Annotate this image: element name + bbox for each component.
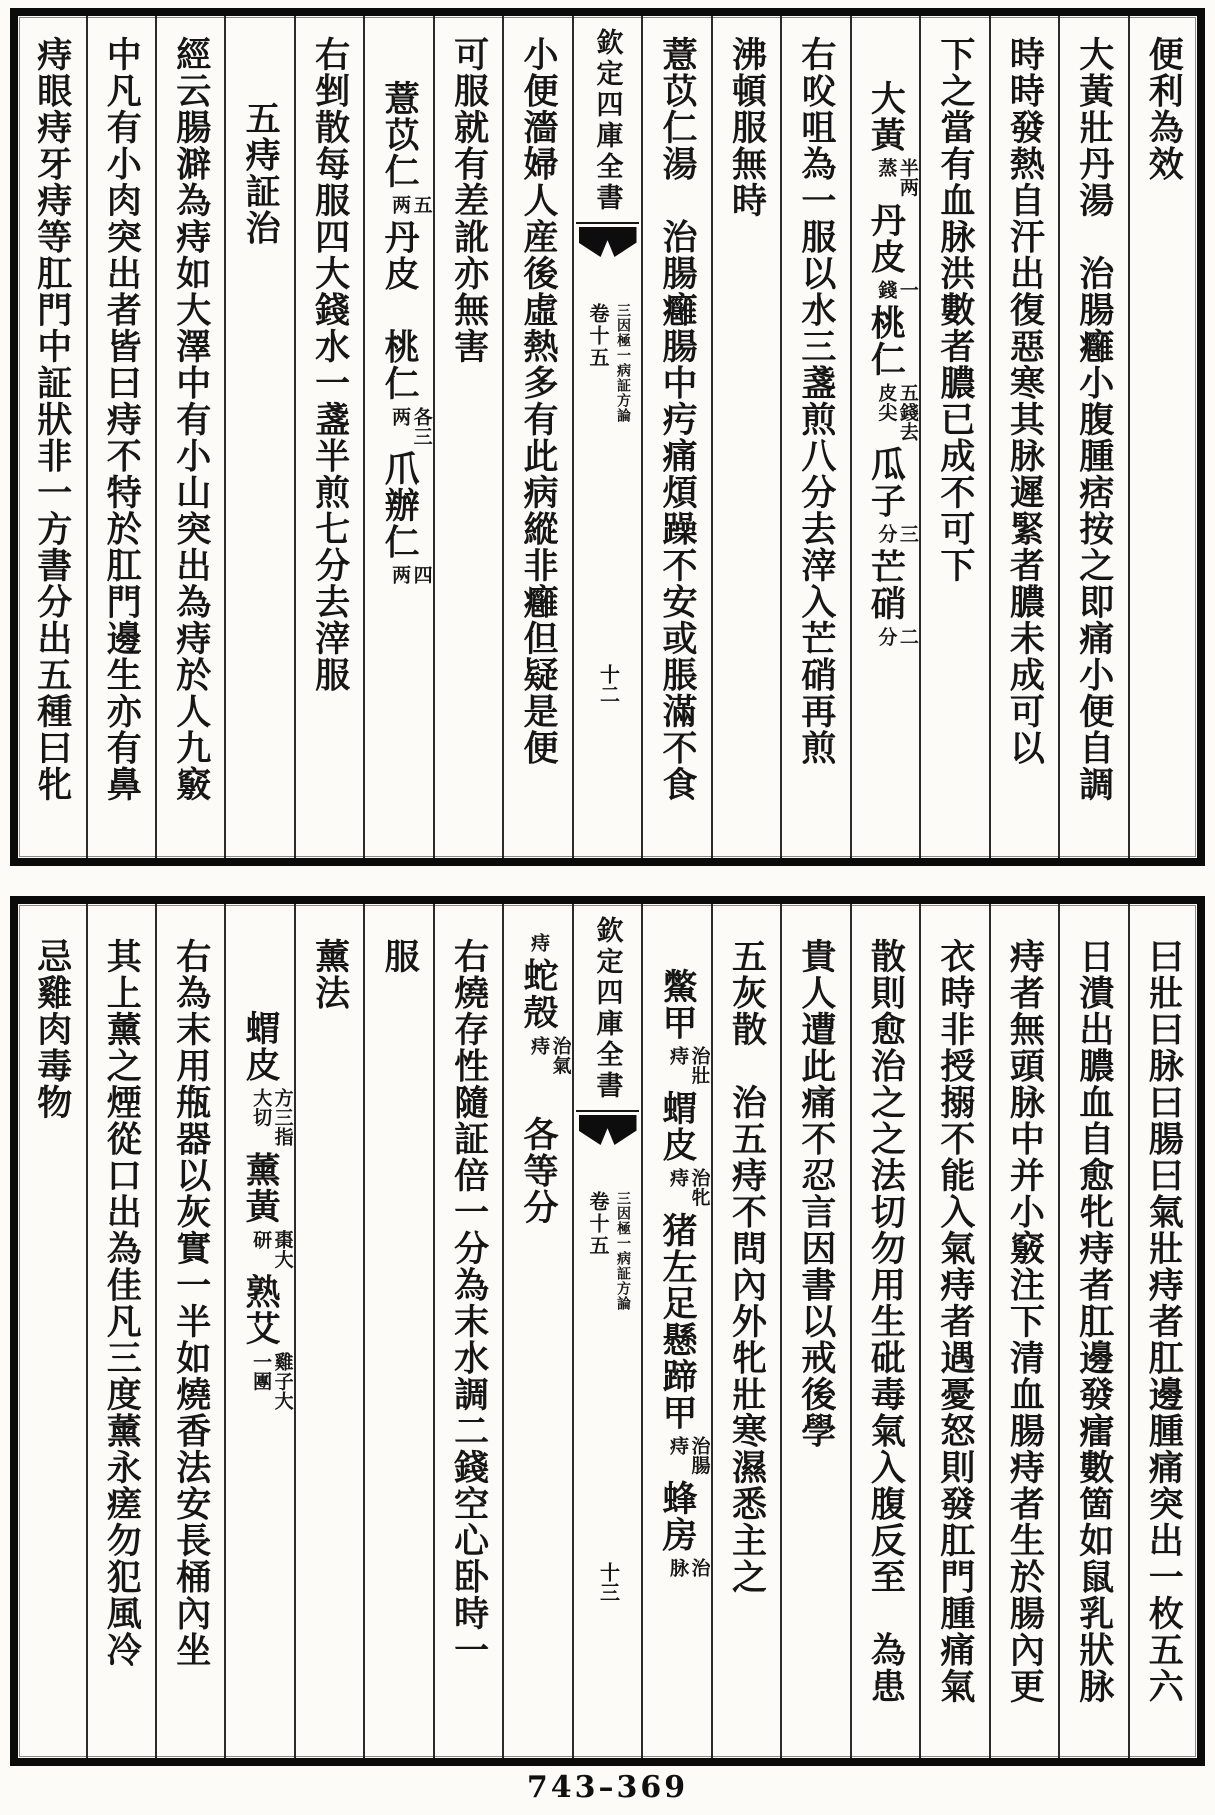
text-column [991,904,1060,1758]
dosage-note: 半两 蒸 [875,158,918,197]
column-text: 便利為效 [1144,36,1184,182]
dosage-note: 四 两 [389,565,432,585]
drug-list-column [643,904,712,1758]
dosage-note: 痔 [528,933,550,953]
text-column [713,904,782,1758]
text-column [782,16,851,858]
text-column [504,16,573,858]
column-text: 痔眼痔牙痔等肛門中証狀非一方書分出五種曰牝 [32,36,72,803]
drug-name: 蝟皮 [241,1010,281,1083]
drug-name: 蛇殻 [519,957,559,1031]
drug-list-column [226,904,295,1758]
spine-volume: 卷十五 [586,303,609,369]
text-column [18,16,87,858]
column-text [227,904,293,1758]
column-text: 時時發熱自汗出復惡寒其脉遲緊者膿未成可以 [1005,36,1045,766]
dosage-note: 治腸 痔 [666,1436,710,1475]
column-text: 右剉散每服四大錢水一盞半煎七分去滓服 [310,36,350,693]
drug-name: 丹皮 桃仁 [380,219,420,402]
spine-column [574,904,643,1758]
drug-name: 鱉甲 [657,968,697,1041]
column-text: 可服就有差訛亦無害 [449,36,489,365]
drug-name: 各等分 [519,1079,559,1226]
drug-name: 大黃 [866,80,906,153]
column-text [505,904,571,1758]
dosage-note: 三 分 [875,524,918,544]
text-column [852,904,921,1758]
column-text: 衣時非授搦不能入氣痔者遇憂怒則發肛門腫痛氣 [935,938,975,1705]
spine-book-title: 三因極一病証方論 [615,1191,631,1311]
dosage-note: 治 脉 [666,1558,710,1578]
spine-book-title: 三因極一病証方論 [615,303,631,423]
dosage-note: 一 錢 [875,280,918,300]
dosage-note: 二 分 [875,626,918,646]
plate-number: 743–369 [526,1770,689,1805]
drug-name: 蝟皮 [657,1090,697,1163]
text-column [157,16,226,858]
fishtail-mark [579,227,637,257]
spine-volume: 卷十五 [586,1191,609,1257]
column-text: 痔者無頭脉中并小竅注下清血腸痔者生於腸內更 [1005,938,1045,1705]
column-text: 其上薰之煙從口出為佳凡三度薰永瘥勿犯風冷 [102,938,142,1668]
spine-column [574,16,643,858]
folio-bottom-block [10,896,1205,1766]
text-column [296,16,365,858]
spine-library-title: 欽定四庫全書 [592,916,623,1102]
column-text: 經云腸澼為痔如大澤中有小山突出為痔於人九竅 [171,36,211,803]
column-text: 散則愈治之之法切勿用生砒毒氣入腹反至 為患 [866,938,906,1705]
text-column [921,904,990,1758]
drug-list-column [365,16,434,858]
column-text: 薏苡仁湯 治腸癰腸中㽲痛煩躁不安或脹滿不食 [657,36,697,803]
spine-page-number: 十二 [596,664,619,705]
drug-name: 熟艾 [241,1273,281,1347]
dosage-note: 五錢去 皮尖 [875,382,918,441]
column-text: 大黃壯丹湯 治腸癰小腹腫痞按之即痛小便自調 [1074,36,1114,803]
column-text [852,16,918,858]
column-text: 五灰散 治五痔不問內外牝壯寒濕悉主之 [727,938,767,1595]
column-text: 右㕮咀為一服以水三盞煎八分去滓入芒硝再煎 [796,36,836,766]
text-column [435,904,504,1758]
section-heading: 五痔証治 [241,100,281,246]
text-column [1060,904,1129,1758]
column-text: 忌雞肉毒物 [32,938,72,1121]
column-text [366,16,432,858]
drug-list-column [852,16,921,858]
column-text: 沸頓服無時 [727,36,767,219]
column-text: 貴人遭此痛不忍言因書以戒後學 [796,938,836,1449]
drug-name: 爪辦仁 [380,450,420,560]
text-column [1130,16,1197,858]
spine [574,16,641,858]
text-column [713,16,782,858]
drug-name: 薰黃 [241,1151,281,1225]
text-column [157,904,226,1758]
text-column [643,16,712,858]
text-column [18,904,87,1758]
column-text: 小便濇婦人産後虛熱多有此病縱非癰但疑是便 [519,36,559,766]
text-column [435,16,504,858]
text-column [1130,904,1197,1758]
text-column [296,904,365,1758]
column-text [644,904,710,1758]
spine-rule [576,1110,639,1112]
folio-top-block [10,8,1205,866]
spine-rule [576,222,639,224]
text-column [365,904,434,1758]
text-column [782,904,851,1758]
text-column [88,16,157,858]
dosage-note: 方三指 大切 [250,1088,293,1147]
dosage-note: 治壯 痔 [666,1046,710,1085]
column-text: 薰法 [310,938,350,1011]
drug-name: 薏苡仁 [380,80,420,190]
drug-name: 芒硝 [866,548,906,622]
spine-subtitle [585,303,630,423]
column-text: 中凡有小肉突出者皆曰痔不特於肛門邊生亦有鼻 [102,36,142,803]
drug-list-column [504,904,573,1758]
text-column [991,16,1060,858]
spine-library-title: 欽定四庫全書 [592,28,623,214]
drug-name: 丹皮 [866,202,906,275]
column-text: 右燒存性隨証倍一分為末水調二錢空心卧時一 [449,938,489,1668]
column-text: 日潰出膿血自愈牝痔者肛邊發癗數箇如鼠乳狀脉 [1074,938,1114,1705]
column-text: 服 [380,938,420,975]
dosage-note: 治氣 痔 [528,1035,571,1075]
heading-column [226,16,295,858]
text-column [921,16,990,858]
spine-subtitle [585,1191,630,1311]
text-column [1060,16,1129,858]
drug-name: 瓜子 [866,446,906,519]
drug-name: 猪左足懸蹄甲 [657,1212,697,1431]
dosage-note: 雞子大 一團 [250,1351,293,1410]
column-text: 右為末用甁器以灰實一半如燒香法安長桶內坐 [171,938,211,1668]
text-column [88,904,157,1758]
column-text: 曰壯曰脉曰腸曰氣壯痔者肛邊腫痛突出一枚五六 [1144,938,1184,1705]
dosage-note: 五 两 [389,194,432,214]
drug-name: 蜂房 [657,1480,697,1553]
dosage-note: 治牝 痔 [666,1168,710,1207]
fishtail-mark [579,1115,637,1145]
column-text: 下之當有血脉洪數者膿已成不可下 [935,36,975,584]
spine [574,904,641,1758]
spine-page-number: 十三 [596,1561,619,1602]
drug-name: 桃仁 [866,304,906,378]
dosage-note: 各三 两 [389,406,432,446]
dosage-note: 棗大 研 [250,1229,293,1269]
